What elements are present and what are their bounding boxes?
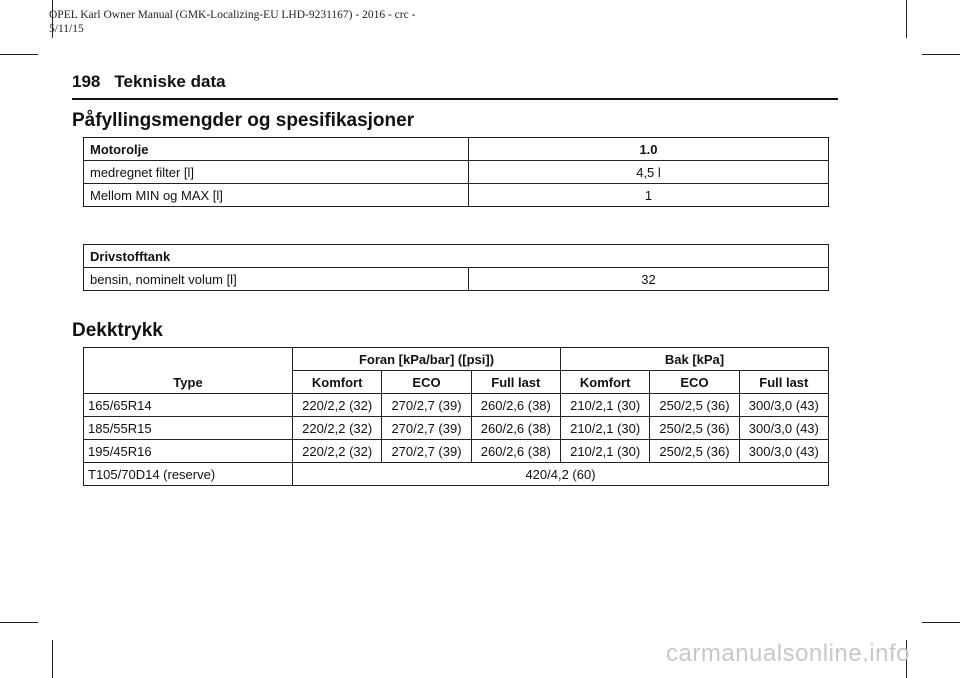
table-header-cell: ECO <box>650 371 739 394</box>
table-cell: 220/2,2 (32) <box>293 394 382 417</box>
tyre-pressure-table <box>83 347 829 486</box>
table-cell: 250/2,5 (36) <box>650 440 739 463</box>
table-header-cell: Full last <box>739 371 828 394</box>
section-title-tyre-pressure: Dekktrykk <box>72 320 163 341</box>
table-header-row <box>84 138 829 161</box>
table-cell: 260/2,6 (38) <box>471 417 560 440</box>
table-row <box>84 440 829 463</box>
table-header-cell: Komfort <box>293 371 382 394</box>
table-header-cell: Komfort <box>560 371 649 394</box>
table-row <box>84 394 829 417</box>
table-cell: 4,5 l <box>469 161 829 184</box>
table-cell: 220/2,2 (32) <box>293 417 382 440</box>
table-cell: T105/70D14 (reserve) <box>84 463 293 486</box>
crop-mark <box>922 54 960 55</box>
table-cell: 185/55R15 <box>84 417 293 440</box>
table-cell: 250/2,5 (36) <box>650 394 739 417</box>
table-header-row <box>84 245 829 268</box>
table-row <box>84 161 829 184</box>
table-cell: 270/2,7 (39) <box>382 417 471 440</box>
table-cell: 1 <box>469 184 829 207</box>
engine-oil-table <box>83 137 829 207</box>
table-cell: 220/2,2 (32) <box>293 440 382 463</box>
table-header-cell: ECO <box>382 371 471 394</box>
table-row <box>84 463 829 486</box>
header-rule <box>72 98 838 100</box>
table-header-cell: Drivstofftank <box>84 245 829 268</box>
section-title-capacities: Påfyllingsmengder og spesifikasjoner <box>72 110 415 131</box>
crop-mark <box>52 640 53 678</box>
table-header-cell: Motorolje <box>84 138 469 161</box>
fuel-tank-table <box>83 244 829 291</box>
crop-mark <box>922 622 960 623</box>
table-cell: 210/2,1 (30) <box>560 394 649 417</box>
page-number: 198 <box>72 72 101 91</box>
table-header-cell: 1.0 <box>469 138 829 161</box>
table-cell: 300/3,0 (43) <box>739 394 828 417</box>
table-header-cell: Bak [kPa] <box>560 348 828 371</box>
print-metadata-line1: OPEL Karl Owner Manual (GMK-Localizing-EU LHD-9231167) - 2016 - crc - <box>49 9 416 21</box>
print-metadata <box>49 8 415 36</box>
table-cell: Mellom MIN og MAX [l] <box>84 184 469 207</box>
table-cell: 250/2,5 (36) <box>650 417 739 440</box>
table-row <box>84 268 829 291</box>
table-cell: 260/2,6 (38) <box>471 394 560 417</box>
table-cell: 165/65R14 <box>84 394 293 417</box>
watermark: carmanualsonline.info <box>666 640 910 667</box>
print-metadata-line2: 5/11/15 <box>49 23 84 35</box>
crop-mark <box>0 54 38 55</box>
crop-mark <box>906 0 907 38</box>
table-cell: 195/45R16 <box>84 440 293 463</box>
table-cell: 210/2,1 (30) <box>560 440 649 463</box>
table-header-cell: Foran [kPa/bar] ([psi]) <box>293 348 561 371</box>
table-cell: 270/2,7 (39) <box>382 394 471 417</box>
table-cell: bensin, nominelt volum [l] <box>84 268 469 291</box>
table-header-row <box>84 348 829 371</box>
table-cell: 420/4,2 (60) <box>293 463 829 486</box>
table-header-cell: Full last <box>471 371 560 394</box>
page-heading <box>72 72 226 92</box>
table-cell: 270/2,7 (39) <box>382 440 471 463</box>
table-cell: 32 <box>469 268 829 291</box>
table-cell: 210/2,1 (30) <box>560 417 649 440</box>
table-cell: 260/2,6 (38) <box>471 440 560 463</box>
table-cell: medregnet filter [l] <box>84 161 469 184</box>
table-header-cell: Type <box>84 348 293 394</box>
table-row <box>84 417 829 440</box>
chapter-title: Tekniske data <box>114 72 226 91</box>
crop-mark <box>0 622 38 623</box>
table-cell: 300/3,0 (43) <box>739 417 828 440</box>
table-row <box>84 184 829 207</box>
table-cell: 300/3,0 (43) <box>739 440 828 463</box>
